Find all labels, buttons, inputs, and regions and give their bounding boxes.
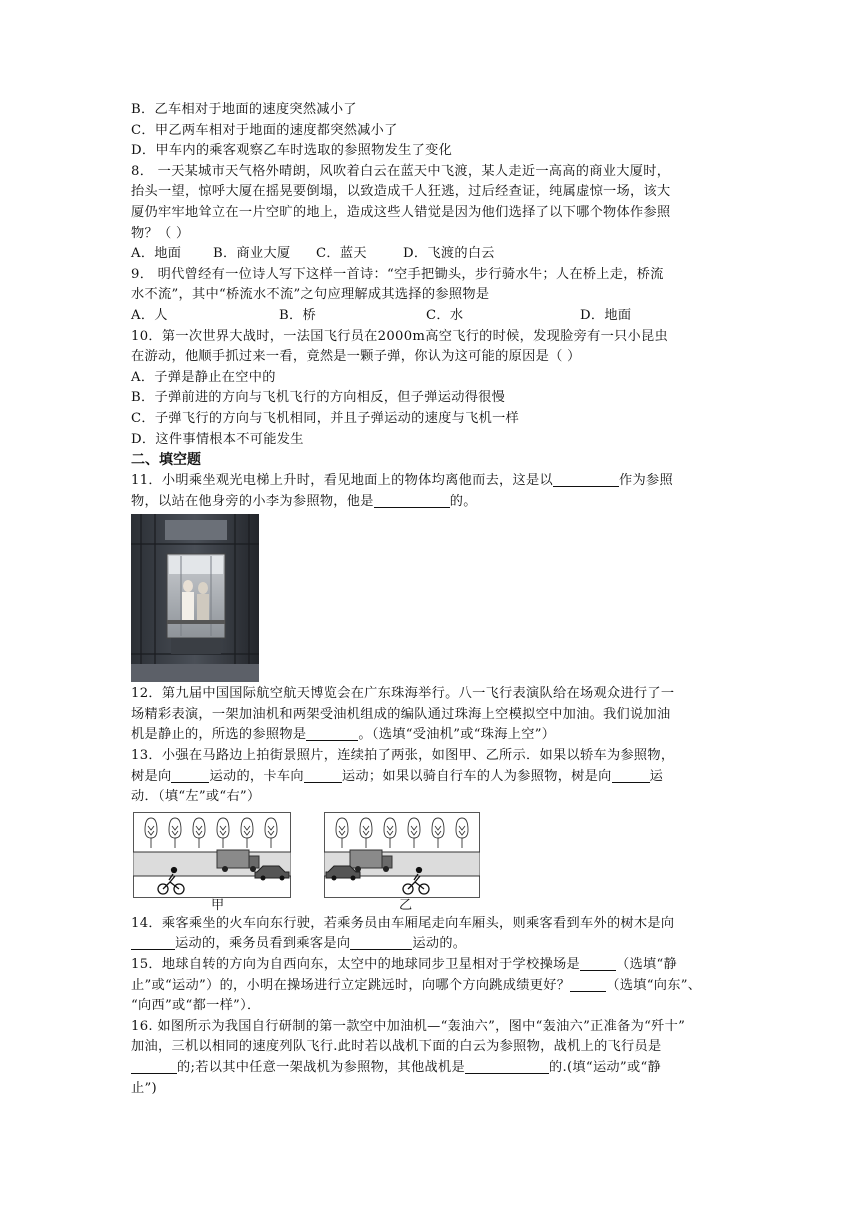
q13-blank-1[interactable] [171, 768, 209, 783]
street-photo-yi [324, 812, 480, 898]
q13-text: 树是向 [131, 768, 172, 784]
question-14 [131, 914, 731, 955]
q10-option-b: B．子弹前进的方向与飞机飞行的方向相反，但子弹运动得很慢 [131, 390, 506, 406]
question-9 [131, 265, 731, 327]
q15-text: 止”或“运动”）的，小明在操场进行立定跳远时，向哪个方向跳成绩更好？ [131, 977, 571, 993]
q15-text: （选填“向东”、 [606, 977, 702, 993]
q10-text-line: 10．第一次世界大战时，一法国飞行员在2000m高空飞行的时候，发现脸旁有一只小昆虫 [131, 328, 669, 344]
q9-option-a: A．人 [131, 307, 168, 323]
q15-blank-2[interactable] [570, 977, 606, 992]
question-8 [131, 162, 731, 265]
q12-text: 。（选填“受油机”或“珠海上空”） [358, 727, 556, 743]
q12-text-line: 12．第九届中国国际航空航天博览会在广东珠海举行。八一飞行表演队给在场观众进行了一 [131, 686, 675, 702]
q9-option-b: B．桥 [279, 307, 316, 323]
q12-text: 机是静止的，所选的参照物是 [131, 727, 307, 743]
question-13 [131, 746, 731, 914]
q7-option-d: D．甲车内的乘客观察乙车时选取的参照物发生了变化 [131, 143, 453, 159]
q13-text-line [131, 767, 731, 788]
q10-option-d: D．这件事情根本不可能发生 [131, 431, 304, 447]
q8-option-c: C．蓝天 [316, 246, 367, 262]
q9-text-line: 9． 明代曾经有一位诗人写下这样一首诗：“空手把锄头，步行骑水牛；人在桥上走，桥流 [131, 266, 664, 282]
q16-text: 的.(填“运动”或“静 [548, 1060, 661, 1075]
q12-text-line [131, 725, 731, 746]
q14-text-line [131, 934, 731, 955]
q8-option-d: D．飞渡的白云 [403, 246, 495, 262]
q11-blank-1[interactable] [553, 472, 619, 487]
q8-options [131, 244, 731, 265]
q16-blank-1[interactable] [131, 1059, 177, 1074]
q11-text: 的。 [449, 493, 477, 509]
q13-text-line: 动．（填“左”或“右”） [131, 789, 261, 805]
q15-blank-1[interactable] [580, 956, 616, 971]
q9-option-c: C．水 [426, 307, 464, 323]
q11-text: 11．小明乘坐观光电梯上升时，看见地面上的物体均离他而去，这是以 [131, 473, 554, 489]
question-16 [131, 1017, 731, 1099]
q8-option-a: A．地面 [131, 246, 182, 262]
q16-text-line [131, 1058, 731, 1079]
q11-text-line [131, 471, 731, 492]
q10-option-a: A．子弹是静止在空中的 [131, 369, 276, 385]
q8-option-b: B．商业大厦 [213, 246, 291, 262]
q14-text: 运动的。 [412, 936, 467, 952]
worksheet-page [131, 100, 731, 1099]
q12-text-line: 场精彩表演，一架加油机和两架受油机组成的编队通过珠海上空模拟空中加油。我们说加油 [131, 706, 671, 722]
question-12 [131, 684, 731, 746]
q14-blank-2[interactable] [350, 935, 412, 950]
q16-text-line: 加油，三机以相同的速度列队飞行.此时若以战机下面的白云为参照物，战机上的飞行员是 [131, 1039, 662, 1055]
q11-text: 物，以站在他身旁的小李为参照物，他是 [131, 493, 374, 509]
q14-blank-1[interactable] [131, 935, 175, 950]
q7-option-c: C．甲乙两车相对于地面的速度都突然减小了 [131, 122, 398, 138]
q11-blank-2[interactable] [374, 493, 450, 508]
street-photos-figure [131, 812, 731, 914]
q15-text-line [131, 955, 731, 976]
q13-text-line: 13．小强在马路边上拍街景照片，连续拍了两张，如图甲、乙所示．如果以轿车为参照物， [131, 748, 675, 764]
sightseeing-elevator-image [131, 514, 259, 682]
q9-option-d: D．地面 [580, 307, 632, 323]
q12-blank[interactable] [306, 726, 358, 741]
street-photo-jia [133, 812, 291, 898]
q10-option-c: C．子弹飞行的方向与飞机相同，并且子弹运动的速度与飞机一样 [131, 410, 520, 426]
q15-text-line: “向西”或“都一样”）． [131, 998, 261, 1014]
elevator-photo [131, 514, 731, 684]
q16-text-line: 止”) [131, 1080, 157, 1096]
question-10 [131, 327, 731, 451]
q16-text: 的;若以其中任意一架战机为参照物，其他战机是 [177, 1060, 465, 1075]
question-15 [131, 955, 731, 1017]
q13-blank-2[interactable] [304, 768, 342, 783]
q14-text-line: 14．乘客乘坐的火车向东行驶，若乘务员由车厢尾走向车厢头，则乘客看到车外的树木是向 [131, 915, 675, 931]
q15-text-line [131, 976, 731, 997]
q13-text: 运动；如果以骑自行车的人为参照物，树是向 [341, 768, 612, 784]
q11-text: 作为参照 [619, 473, 673, 489]
q8-text-line: 物？（ ） [131, 225, 190, 241]
q13-text: 运动的，卡车向 [209, 768, 304, 784]
figure-label-jia: 甲 [211, 897, 225, 913]
q13-text: 运 [649, 768, 664, 784]
q9-text-line: 水不流”，其中“桥流水不流”之句应理解成其选择的参照物是 [131, 287, 490, 303]
q9-options [131, 306, 731, 327]
q13-blank-3[interactable] [612, 768, 650, 783]
q7-option-b: B．乙车相对于地面的速度突然减小了 [131, 102, 357, 117]
q16-text-line: 16. 如图所示为我国自行研制的第一款空中加油机—“轰油六”，图中“轰油六”正准备为“歼十” [131, 1018, 686, 1034]
q10-text-line: 在游动，他顺手抓过来一看，竟然是一颗子弹，你认为这可能的原因是（ ） [131, 349, 581, 365]
q15-text: 15．地球自转的方向为自西向东，太空中的地球同步卫星相对于学校操场是 [131, 957, 580, 973]
q11-text-line [131, 492, 731, 513]
q8-text-line: 8． 一天某城市天气格外晴朗，风吹着白云在蓝天中飞渡，某人走近一高高的商业大厦时， [131, 163, 671, 179]
q8-text-line: 厦仍牢牢地耸立在一片空旷的地上，造成这些人错觉是因为他们选择了以下哪个物体作参照 [131, 204, 671, 220]
figure-label-yi: 乙 [399, 897, 413, 913]
q16-blank-2[interactable] [465, 1059, 549, 1074]
q14-text: 运动的，乘务员看到乘客是向 [175, 936, 351, 952]
q15-text: （选填“静 [615, 957, 677, 973]
q8-text-line: 抬头一望，惊呼大厦在摇晃要倒塌，以致造成千人狂逃，过后经查证，纯属虚惊一场，该大 [131, 184, 671, 200]
question-11 [131, 471, 731, 684]
section-heading: 二、填空题 [131, 452, 201, 469]
